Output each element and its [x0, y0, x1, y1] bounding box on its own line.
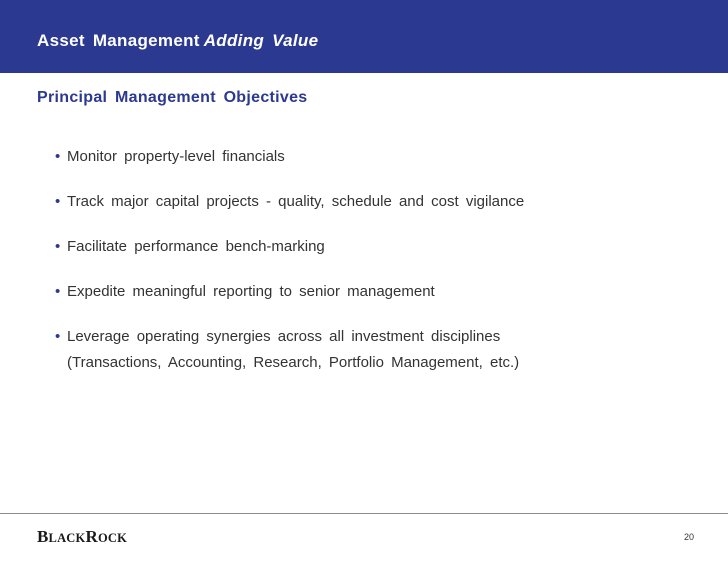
bullet-text: Facilitate performance bench-marking: [67, 238, 325, 255]
slide-title: [37, 31, 318, 51]
page-number: 20: [683, 532, 694, 542]
bullet-item: [55, 146, 524, 168]
footer-divider: [0, 513, 728, 514]
bullet-continuation: (Transactions, Accounting, Research, Portfolio Management, etc.): [67, 354, 520, 371]
bullet-list: [55, 146, 524, 397]
bullet-item: [55, 191, 524, 213]
section-title: Principal Management Objectives: [37, 89, 308, 106]
bullet-dot: •: [55, 238, 61, 255]
bullet-item: [55, 326, 524, 374]
bullet-text: Expedite meaningful reporting to senior management: [67, 283, 435, 300]
bullet-dot: •: [55, 148, 61, 165]
bullet-dot: •: [55, 283, 61, 300]
bullet-item: [55, 236, 524, 258]
slide-title-italic: Adding Value: [203, 31, 319, 50]
header-bar: [0, 0, 728, 73]
blackrock-logo: BLACKROCK: [37, 527, 128, 546]
bullet-text: Monitor property-level financials: [67, 148, 285, 165]
bullet-dot: •: [55, 193, 61, 210]
bullet-dot: •: [55, 328, 61, 345]
bullet-text: Track major capital projects - quality, schedule and cost vigilance: [67, 193, 525, 210]
bullet-item: [55, 281, 524, 303]
bullet-text: Leverage operating synergies across all investment disciplines: [67, 328, 501, 345]
slide-title-plain: Asset Management: [37, 31, 200, 50]
